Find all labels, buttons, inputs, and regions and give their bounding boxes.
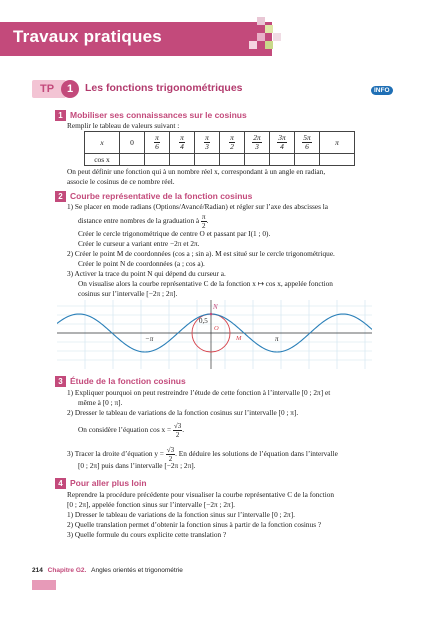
s2-line: 1) Se placer en mode radians (Options/Avancé/Radian) et régler sur l’axe des abscisses la — [67, 202, 329, 211]
label-minus-pi: −π — [145, 335, 154, 343]
s3-line: 1) Expliquer pourquoi on peut restreindre l’étude de cette fonction à l’intervalle [0 ; 2π] et — [67, 388, 331, 397]
decor-square — [249, 41, 257, 49]
decor-square — [265, 41, 273, 49]
tp-number: 1 — [61, 80, 79, 98]
tp-title: Les fonctions trigonométriques — [85, 82, 243, 94]
label-M: M — [236, 335, 242, 342]
page-number: 214 — [32, 567, 43, 574]
tp-label: TP — [40, 83, 55, 95]
s3-line: [0 ; 2π] puis dans l’intervalle [−2π ; 2π]. — [78, 461, 196, 470]
table-cell-empty — [220, 154, 245, 166]
section-3-number: 3 — [55, 376, 66, 387]
s2-line: 3) Activer la trace du point N qui dépend du curseur a. — [67, 269, 226, 278]
s3-line: 2) Dresser le tableau de variations de la fonction cosinus sur l’intervalle [0 ; π]. — [67, 408, 299, 417]
table-header-cos: cos x — [85, 154, 120, 166]
header-banner — [0, 22, 272, 56]
chapter-label: Chapitre G2. — [47, 567, 87, 574]
s3-line: On considère l’équation cos x = $\frac{√3}{2}$ . — [78, 422, 185, 439]
section-1-number: 1 — [55, 110, 66, 121]
table-cell-empty — [270, 154, 295, 166]
values-table — [84, 131, 355, 166]
s2-line: Créer le point N de coordonnées (a ; cos a). — [78, 259, 205, 268]
s4-line: Reprendre la procédure précédente pour visualiser la courbe représentative C de la fonction — [67, 490, 335, 499]
s1-intro: Remplir le tableau de valeurs suivant : — [67, 121, 180, 130]
info-badge: INFO — [371, 86, 393, 95]
section-1-title: Mobiliser ses connaissances sur le cosinus — [70, 110, 247, 120]
section-4-number: 4 — [55, 478, 66, 489]
table-cell-empty — [170, 154, 195, 166]
s4-line: 2) Quelle translation permet d’obtenir la fonction sinus à partir de la fonction cosinus ? — [67, 520, 322, 529]
table-cell: $\frac{5\pi}{6}$ — [295, 132, 320, 154]
s4-line: 1) Dresser le tableau de variations de la fonction sinus sur l’intervalle [0 ; 2π]. — [67, 510, 295, 519]
table-cell: $\frac{3\pi}{4}$ — [270, 132, 295, 154]
page-title: Travaux pratiques — [13, 27, 162, 46]
decor-square — [257, 33, 265, 41]
point-N — [210, 313, 213, 316]
s2-line: 2) Créer le point M de coordonnées (cos a ; sin a). M est situé sur le cercle trigonométrique. — [67, 249, 335, 258]
s2-line: Créer le curseur a variant entre −2π et 2π. — [78, 239, 200, 248]
table-cell: $\frac{\pi}{3}$ — [195, 132, 220, 154]
decor-square — [265, 25, 273, 33]
s2-line: cosinus sur l’intervalle [−2π ; 2π]. — [78, 289, 178, 298]
footer-bar — [32, 580, 56, 590]
section-2-number: 2 — [55, 191, 66, 202]
table-cell-empty — [320, 154, 355, 166]
section-3-title: Étude de la fonction cosinus — [70, 376, 186, 386]
page-footer — [32, 567, 183, 574]
s3-line: 3) Tracer la droite d’équation y = $\frac{√3}{2}$ . En déduire les solutions de l’équation dans l’intervalle — [67, 446, 338, 463]
s2-line: On visualise alors la courbe représentative C de la fonction x ↦ cos x, appelée fonction — [78, 279, 333, 288]
label-pi: π — [275, 335, 279, 343]
table-cell-empty — [120, 154, 145, 166]
table-cell-empty — [195, 154, 220, 166]
section-2-title: Courbe représentative de la fonction cosinus — [70, 191, 253, 201]
table-cell: $\frac{\pi}{4}$ — [170, 132, 195, 154]
table-cell: $\frac{2\pi}{3}$ — [245, 132, 270, 154]
table-header-x: x — [85, 132, 120, 154]
label-O: O — [214, 325, 219, 332]
label-N: N — [213, 303, 218, 311]
cosine-graph — [57, 300, 372, 369]
s3-line: même à [0 ; π]. — [78, 398, 123, 407]
table-cell-empty — [245, 154, 270, 166]
s4-line: 3) Quelle formule du cours explicite cette translation ? — [67, 530, 227, 539]
s2-line: Créer le cercle trigonométrique de centre O et passant par I(1 ; 0). — [78, 229, 271, 238]
table-cell-empty — [145, 154, 170, 166]
decor-square — [273, 33, 281, 41]
section-4-title: Pour aller plus loin — [70, 478, 147, 488]
decor-square — [257, 17, 265, 25]
table-cell-empty — [295, 154, 320, 166]
s1-paragraph-line: associe le cosinus de ce nombre réel. — [67, 177, 175, 186]
table-cell: $\frac{\pi}{6}$ — [145, 132, 170, 154]
label-05: 0,5 — [199, 317, 208, 325]
s2-line: distance entre nombres de la graduation à $\frac{\pi}{2}$ . — [78, 213, 209, 230]
chapter-title: Angles orientés et trigonométrie — [91, 567, 183, 574]
table-cell: π — [320, 132, 355, 154]
s4-line: [0 ; 2π], appelée fonction sinus sur l’intervalle [−2π ; 2π]. — [67, 500, 235, 509]
table-cell: $\frac{\pi}{2}$ — [220, 132, 245, 154]
s1-paragraph-line: On peut définir une fonction qui à un nombre réel x, correspondant à un angle en radian, — [67, 167, 326, 176]
table-cell: 0 — [120, 132, 145, 154]
